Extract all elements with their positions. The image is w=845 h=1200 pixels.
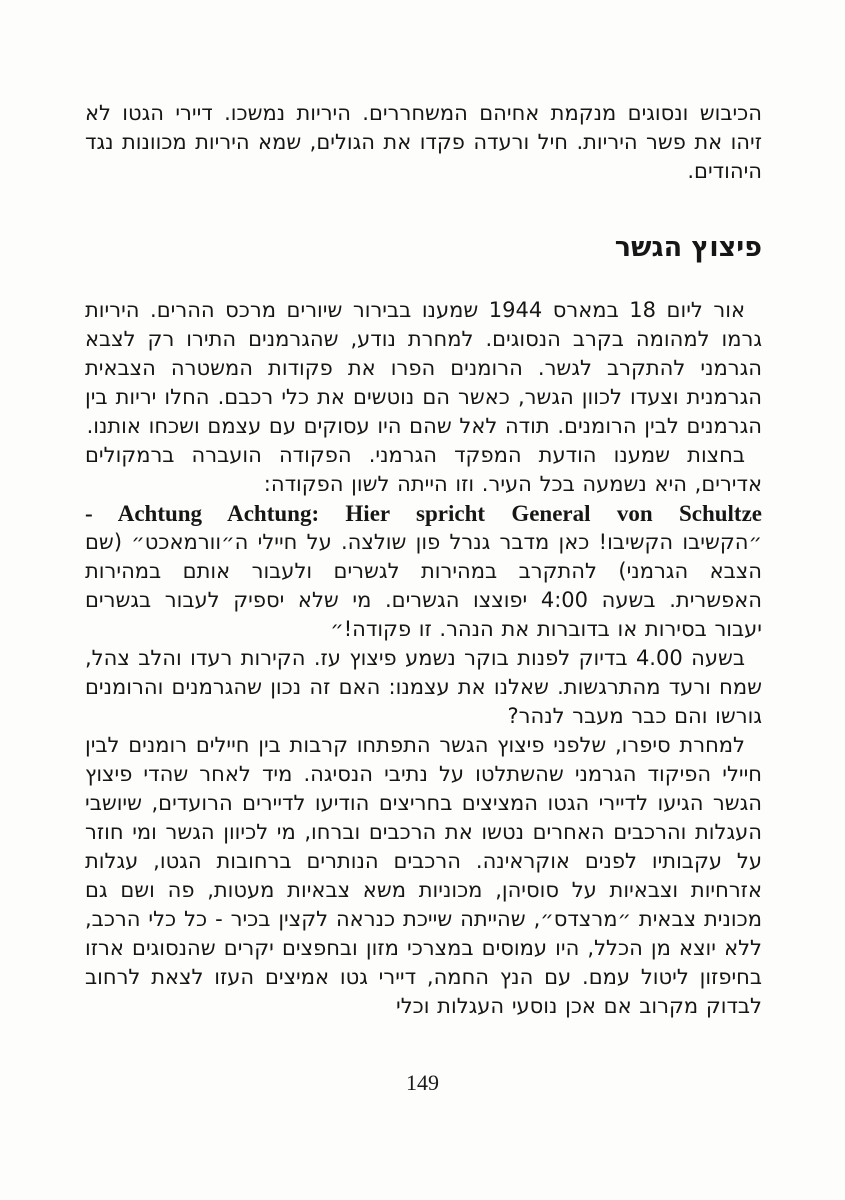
paragraph-next-morning: למחרת סיפרו, שלפני פיצוץ הגשר התפתחו קרבות בין חיילים רומנים לבין חיילי הפיקוד הגרמני שהשתלטו על נתיבי הנסיגה. מיד לאחר שהדי פיצוץ הגשר הגיעו לדיירי הגטו המציצים בחריצים הודיעו לדיירים הרועדים, שיושבי העגלות והרכבים האחרים נטשו את הרכבים וברחו, מי לכיוון הגשר ומי חוזר על עקבותיו לפנים אוקראינה. הרכבים הנותרים ברחובות הגטו, עגלות אזרחיות וצבאיות על סוסיהן, מכוניות משא צבאיות מעטות, פה ושם גם מכונית צבאית ״מרצדס״, שהייתה שייכת כנראה לקצין בכיר - כל כלי הרכב, ללא יוצא מן הכלל, היו עמוסים במצרכי מזון ובחפצים יקרים שהנסוגים ארזו בחיפזון ליטול עמם. עם הנץ החמה, דיירי גטו אמיצים העזו לצאת לרחוב לבדוק מקרוב אם אכן נוסעי העגלות וכלי — [85, 733, 762, 1018]
paragraph-midnight-announcement: בחצות שמענו הודעת המפקד הגרמני. הפקודה הועברה ברמקולים אדירים, היא נשמעה בכל העיר. וזו הייתה לשון הפקודה: — [85, 443, 762, 496]
german-announcement-line: - Achtung Achtung: Hier spricht General von Schultze — [85, 501, 762, 526]
paragraph-order-translation: ״הקשיבו הקשיבו! כאן מדבר גנרל פון שולצה. על חיילי ה״וורמאכט״ (שם הצבא הגרמני) להתקרב במהירות לגשרים ולעבור אותם במהירות האפשרית. בשעה 4:00 יפוצצו הגשרים. מי שלא יספיק לעבור בגשרים יעבור בסירות או בדוברות את הנהר. זו פקודה!״ — [85, 530, 762, 641]
paragraph-shooting-night: אור ליום 18 במארס 1944 שמענו בבירור שיורים מרכס ההרים. היריות גרמו למהומה בקרב הנסוגים. למחרת נודע, שהגרמנים התירו רק לצבא הגרמני להתקרב לגשר. הרומנים הפרו את פקודות המשטרה הצבאית הגרמנית וצעדו לכוון הגשר, כאשר הם נוטשים את כלי רכבם. החלו יריות בין הגרמנים לבין הרומנים. תודה לאל שהם היו עסוקים עם עצמם ושכחו אותנו. — [85, 298, 762, 438]
section-heading: פיצוץ הגשר — [614, 232, 762, 263]
paragraph-continuation: הכיבוש ונסוגים מנקמת אחיהם המשחררים. היריות נמשכו. דיירי הגטו לא זיהו את פשר היריות. חיל ורעדה פקדו את הגולים, שמא היריות מכוונות נגד היהודים. — [85, 101, 762, 183]
page-number: 149 — [406, 1070, 439, 1095]
paragraph-explosion-at-four: בשעה 4.00 בדיוק לפנות בוקר נשמע פיצוץ עז. הקירות רעדו והלב צהל, שמח ורעד מהתרגשות. שאלנו את עצמנו: האם זה נכון שהגרמנים והרומנים גורשו והם כבר מעבר לנהר? — [85, 646, 762, 728]
body-text-column — [85, 99, 762, 1021]
